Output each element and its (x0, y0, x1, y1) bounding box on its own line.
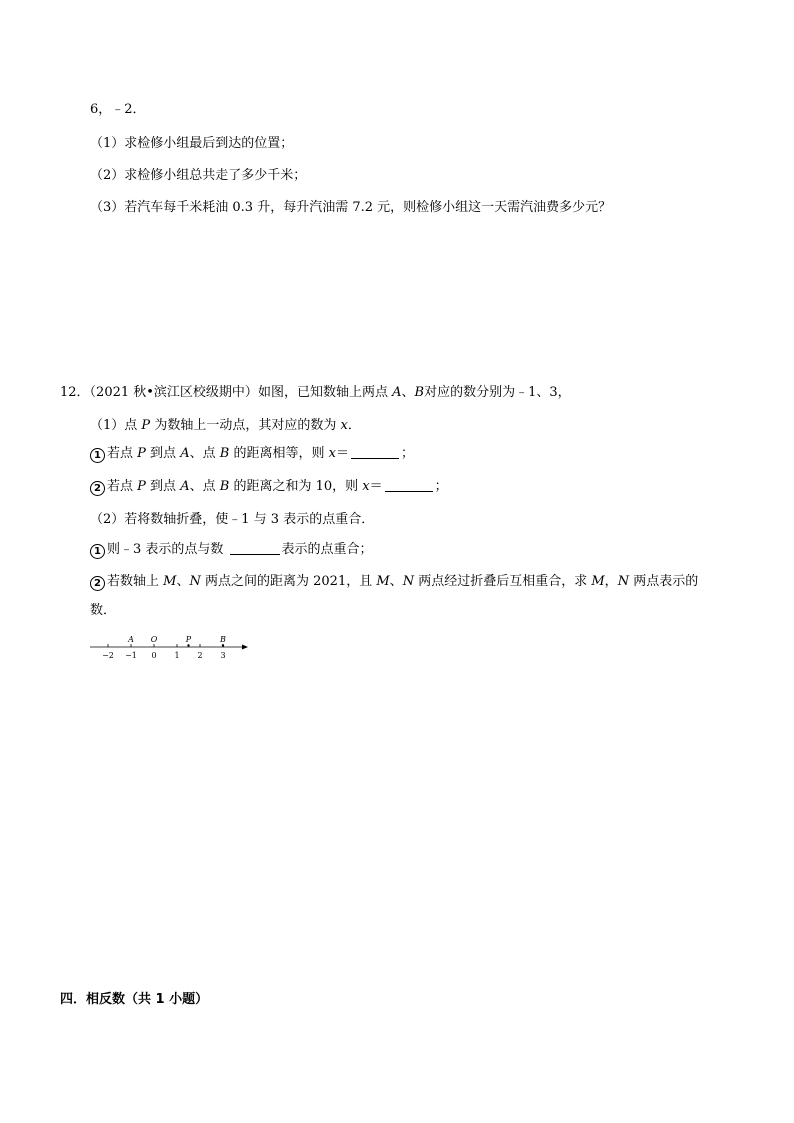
q12-sub1: 1 若点 P 到点 A、点 B 的距离相等，则 x＝ ； (90, 446, 414, 463)
q12-number: 12． (60, 385, 90, 400)
point-dot-p (187, 644, 189, 646)
point-dot-b (222, 644, 224, 646)
tick-label: −2 (102, 651, 114, 660)
q11-part3: （3）若汽车每千米耗油 0.3 升，每升汽油需 7.2 元，则检修小组这一天需汽油费多少元？ (90, 200, 612, 215)
circled-one-b: 1 (90, 544, 105, 559)
q12-source: （2021 秋•滨江区校级期中） (89, 385, 258, 400)
answer-blank-3[interactable] (230, 542, 280, 555)
point-label-o: O (150, 635, 158, 644)
number-line-figure (88, 632, 250, 662)
q12-sub4: 2 若数轴上 M、N 两点之间的距离为 2021，且 M、N 两点经过折叠后互相重合，求 M，N 两点表示的 (90, 574, 698, 591)
point-label-a: A (128, 635, 134, 644)
tick-label: 2 (197, 651, 203, 660)
q11-part2: （2）求检修小组总共走了多少千米； (90, 168, 307, 183)
section-heading-4: 四．相反数（共 1 小题） (60, 992, 209, 1007)
tick-label: 3 (220, 651, 226, 660)
tick-label: 0 (151, 651, 157, 660)
answer-blank-2[interactable] (385, 479, 433, 492)
q11-continuation: 6，﹣2． (90, 102, 146, 117)
circled-one: 1 (90, 448, 105, 463)
number-line-arrow-icon (242, 645, 248, 650)
q11-part1: （1）求检修小组最后到达的位置； (90, 136, 294, 151)
q12-part1: （1）点 P 为数轴上一动点，其对应的数为 x． (90, 418, 361, 433)
answer-blank-1[interactable] (351, 446, 399, 459)
circled-two: 2 (90, 481, 105, 496)
circled-two-b: 2 (90, 576, 105, 591)
q12-sub3: 1 则﹣3 表示的点与数 表示的点重合； (90, 542, 373, 559)
tick-label: −1 (125, 651, 137, 660)
point-label-b: B (220, 635, 226, 644)
tick-label: 1 (174, 651, 180, 660)
q12-sub4-cont: 数． (90, 603, 117, 618)
point-label-p: P (185, 635, 192, 644)
q12-stem: 12．（2021 秋•滨江区校级期中）如图，已知数轴上两点 A、B对应的数分别为﹣1、3， (60, 385, 571, 400)
q12-part2: （2）若将数轴折叠，使﹣1 与 3 表示的点重合． (90, 512, 375, 527)
q12-sub2: 2 若点 P 到点 A、点 B 的距离之和为 10，则 x＝ ； (90, 479, 448, 496)
